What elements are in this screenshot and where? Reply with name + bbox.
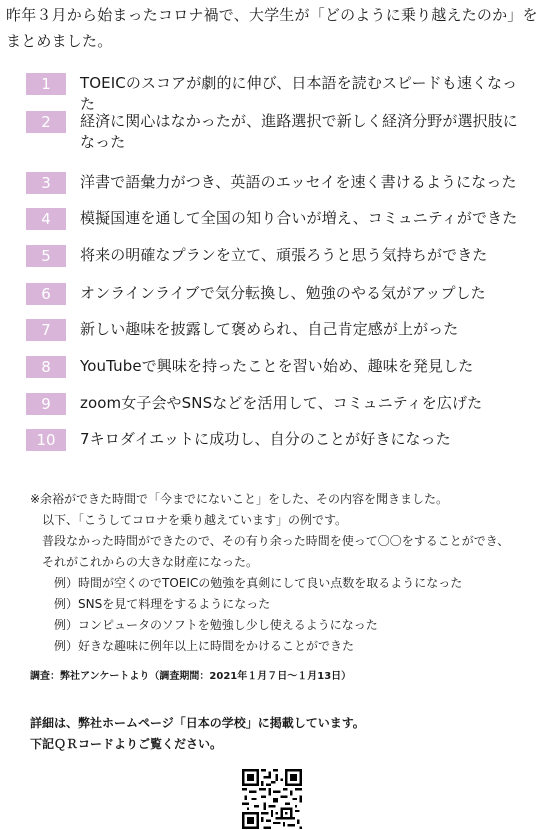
item-text: TOEICのスコアが劇的に伸び、日本語を読むスピードも速くなった [80,74,518,113]
rank-badge: 5 [26,245,66,267]
detail-line-2: 下記ＱＲコードよりご覧ください。 [30,737,223,751]
item-text [80,111,520,153]
item-text: 洋書で語彙力がつき、英語のエッセイを速く書けるようになった [80,173,517,191]
survey-source: 調査：弊社アンケートより（調査期間：2021年１月７日～１月13日） [30,671,352,682]
note-line: ※余裕ができた時間で「今までにないこと」をした、その内容を聞きました。 [30,492,449,506]
detail-line-1: 詳細は、弊社ホームページ「日本の学校」に掲載しています。 [30,716,365,730]
rank-badge: 2 [26,111,66,133]
rank-badge: 10 [26,429,66,451]
note-line: 普段なかった時間ができたので、その有り余った時間を使って〇〇をすることができ、 [30,534,510,548]
note-line: 例）好きな趣味に例年以上に時間をかけることができた [30,639,355,653]
rank-badge: 8 [26,356,66,378]
qr-code-icon[interactable] [242,769,302,829]
note-line: それがこれからの大きな財産になった。 [30,555,259,569]
item-text: 新しい趣味を披露して褒められ、自己肯定感が上がった [80,320,459,338]
item-text: zoom女子会やSNSなどを活用して、コミュニティを広げた [80,394,483,412]
rank-badge: 6 [26,283,66,305]
item-text-line: 経済に関心はなかったが、進路選択で新しく経済分野が選択肢に [80,112,518,130]
item-text: 将来の明確なプランを立て、頑張ろうと思う気持ちができた [80,246,488,264]
notes [30,489,540,657]
item-text: 7キロダイエットに成功し、自分のことが好きになった [80,430,451,448]
rank-badge: 3 [26,172,66,194]
note-line: 例）コンピュータのソフトを勉強し少し使えるようになった [30,618,378,632]
item-text: オンラインライブで気分転換し、勉強のやる気がアップした [80,284,486,302]
intro-line-1: 昨年３月から始まったコロナ禍で、大学生が「どのように乗り越えたのか」を [6,6,538,24]
intro-line-2: まとめました。 [6,32,113,50]
note-line: 例）時間が空くのでTOEICの勉強を真剣にして良い点数を取るようになった [30,576,463,590]
item-text: YouTubeで興味を持ったことを習い始め、趣味を発見した [80,357,474,375]
rank-badge: 4 [26,208,66,230]
rank-badge: 7 [26,319,66,341]
item-text-line: なった [80,133,126,151]
rank-badge: 9 [26,393,66,415]
rank-badge: 1 [26,73,66,95]
note-line: 以下、「こうしてコロナを乗り越えています」の例です。 [30,513,348,527]
note-line: 例）SNSを見て料理をするようになった [30,597,271,611]
intro [6,2,542,54]
item-text: 模擬国連を通して全国の知り合いが増え、コミュニティができた [80,209,518,227]
detail [30,713,365,755]
